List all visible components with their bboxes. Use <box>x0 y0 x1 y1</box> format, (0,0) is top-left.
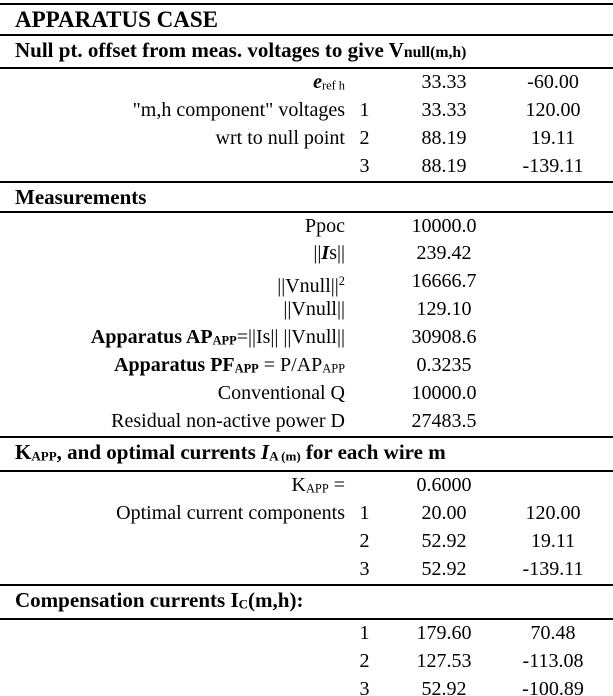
table-row <box>0 213 613 241</box>
table-row <box>0 556 613 584</box>
row-value-2 <box>508 296 598 324</box>
label-part: APP <box>234 361 259 376</box>
label-part: Measurements <box>15 184 147 209</box>
label-part: ||Vnull|| <box>283 298 345 321</box>
row-label <box>0 472 349 503</box>
row-index: 1 <box>359 98 370 121</box>
row-index <box>349 352 380 383</box>
table-row <box>0 528 613 556</box>
row-value-2: -60.00 <box>527 71 579 93</box>
row-label <box>0 296 349 324</box>
table-row <box>0 324 613 352</box>
row-value-1: 129.10 <box>416 298 472 321</box>
row-value-2: 120.00 <box>525 98 581 121</box>
row-value-1: 0.6000 <box>416 474 472 497</box>
row-value-1: 88.19 <box>421 154 467 177</box>
label-part: APP <box>212 333 237 348</box>
row-value-1: 52.92 <box>421 557 467 580</box>
label-part: Null pt. offset from meas. voltages to give V <box>15 38 404 62</box>
section-header-0 <box>0 36 613 67</box>
table-row <box>0 153 613 181</box>
row-value-1: 0.3235 <box>416 354 472 377</box>
row-label <box>0 648 349 676</box>
label-part: APP <box>305 481 329 496</box>
row-value-1: 16666.7 <box>411 270 477 293</box>
row-value-1: 27483.5 <box>411 409 477 432</box>
label-part: "m,h component" voltages <box>132 98 345 121</box>
row-index: 2 <box>359 530 370 553</box>
table-row <box>0 648 613 676</box>
row-value-2 <box>508 380 598 408</box>
row-value-1: 10000.0 <box>411 381 477 404</box>
row-label <box>0 352 349 383</box>
label-part: APP <box>31 448 57 464</box>
row-label <box>0 69 349 100</box>
row-value-1: 30908.6 <box>411 326 477 349</box>
label-part: Residual non-active power D <box>111 409 345 432</box>
row-label <box>0 324 349 355</box>
row-index <box>349 240 380 268</box>
row-value-1: 33.33 <box>421 71 467 93</box>
row-label <box>0 500 349 528</box>
sections <box>0 36 613 696</box>
row-value-1: 10000.0 <box>411 214 477 237</box>
row-label <box>0 97 349 125</box>
row-value-1: 20.00 <box>421 502 467 525</box>
table-row <box>0 240 613 268</box>
row-value-2: -113.08 <box>522 650 584 673</box>
row-index: 3 <box>359 154 370 177</box>
row-value-1: 239.42 <box>416 242 472 265</box>
row-index: 1 <box>359 502 370 525</box>
table-row <box>0 472 613 500</box>
table-row <box>0 296 613 324</box>
label-part: Conventional Q <box>217 381 345 404</box>
row-index <box>349 296 380 324</box>
row-value-2: -139.11 <box>522 557 584 580</box>
label-part: ref h <box>321 78 345 93</box>
label-part: I <box>261 439 270 464</box>
section-header-2 <box>0 438 613 471</box>
table-row <box>0 620 613 648</box>
row-value-1: 127.53 <box>416 650 472 673</box>
row-value-1: 33.33 <box>421 98 467 121</box>
table-row <box>0 380 613 408</box>
label-part: , and optimal currents <box>56 439 262 464</box>
label-part: (m,h): <box>248 587 304 612</box>
row-value-2: 120.00 <box>525 502 581 525</box>
row-value-2 <box>508 408 598 436</box>
label-part: Apparatus PF <box>114 354 235 377</box>
label-part: wrt to null point <box>215 126 345 149</box>
row-label <box>0 240 349 268</box>
row-label <box>0 380 349 408</box>
row-label <box>0 125 349 153</box>
label-part: K <box>291 474 306 497</box>
section-header-3 <box>0 586 613 619</box>
row-value-2 <box>508 472 598 503</box>
row-index: 2 <box>359 650 370 673</box>
label-part: Ppoc <box>305 214 345 237</box>
row-label <box>0 408 349 436</box>
row-index: 3 <box>359 678 370 696</box>
row-value-1: 52.92 <box>421 530 467 553</box>
table-row <box>0 352 613 380</box>
label-part: K <box>15 439 32 464</box>
label-part: null(m,h) <box>403 44 467 61</box>
label-part: = <box>328 474 345 497</box>
row-label <box>0 676 349 696</box>
row-index: 3 <box>359 557 370 580</box>
label-part: s|| <box>329 242 345 265</box>
table-row <box>0 500 613 528</box>
label-part: C <box>238 596 249 612</box>
row-value-2 <box>508 213 598 241</box>
row-value-2: 19.11 <box>530 530 576 553</box>
row-value-2 <box>508 324 598 355</box>
table-row <box>0 676 613 696</box>
section-header-1 <box>0 183 613 211</box>
label-part: || <box>313 242 322 265</box>
row-label <box>0 528 349 556</box>
label-part: Apparatus AP <box>90 326 213 349</box>
label-part: 2 <box>338 274 345 289</box>
row-index <box>349 380 380 408</box>
label-part: = P/AP <box>258 354 323 377</box>
row-index: 2 <box>359 126 370 149</box>
row-index <box>349 69 380 100</box>
row-value-2 <box>508 240 598 268</box>
table-row <box>0 97 613 125</box>
row-index <box>349 213 380 241</box>
table-title: APPARATUS CASE <box>15 7 218 32</box>
label-part: Optimal current components <box>116 502 345 525</box>
label-part: ||Vnull|| <box>277 275 339 298</box>
row-index: 1 <box>359 622 370 645</box>
label-part: Compensation currents I <box>15 587 239 612</box>
row-index <box>349 472 380 503</box>
row-value-1: 52.92 <box>421 678 467 696</box>
row-label <box>0 153 349 181</box>
row-value-2: -100.89 <box>522 678 584 696</box>
row-value-2: 19.11 <box>530 126 576 149</box>
label-part: APP <box>322 361 345 376</box>
label-part: =||Is|| ||Vnull|| <box>236 326 345 349</box>
row-index <box>349 324 380 355</box>
label-part: e <box>313 71 322 93</box>
row-value-2 <box>508 352 598 383</box>
row-value-2: -139.11 <box>522 154 584 177</box>
row-index <box>349 408 380 436</box>
row-label <box>0 620 349 648</box>
row-value-1: 179.60 <box>416 622 472 645</box>
label-part: I <box>321 242 330 265</box>
table-row <box>0 268 613 296</box>
table-row <box>0 125 613 153</box>
label-part: A (m) <box>269 448 301 464</box>
row-label <box>0 213 349 241</box>
table-row <box>0 69 613 97</box>
row-label <box>0 556 349 584</box>
row-value-2: 70.48 <box>530 622 576 645</box>
label-part: for each wire m <box>300 439 446 464</box>
table-row <box>0 408 613 436</box>
row-value-1: 88.19 <box>421 126 467 149</box>
